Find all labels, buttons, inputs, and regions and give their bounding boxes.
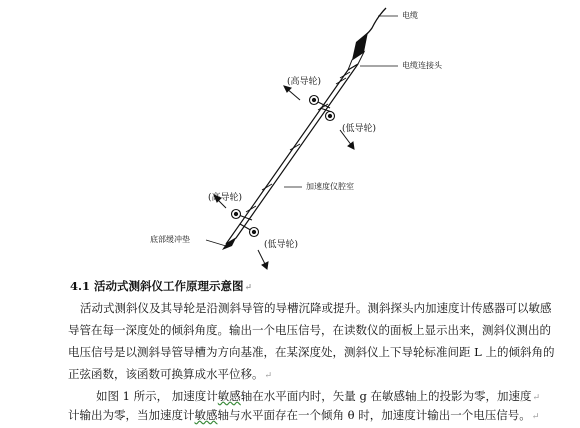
- paragraph-2-line-1: 如图 1 所示， 加速度计敏感轴在水平面内时，矢量 g 在敏感轴上的投影为零，加速度↵: [96, 389, 541, 403]
- paragraph-2-line-2: 计输出为零，当加速度计敏感轴与水平面存在一个倾角 θ 时，加速度计输出一个电压信号。↵: [68, 408, 540, 422]
- label-cable: 电缆: [402, 11, 418, 20]
- label-cable-joint: 电缆连接头: [402, 61, 442, 70]
- label-lower-low-wheel: (低导轮): [264, 240, 299, 250]
- paragraph-1-line-3: 电压信号是以测斜导管导槽为方向基准，在某深度处，测斜仪上下导轮标准间距 L 上的倾斜角的: [68, 345, 555, 359]
- paragraph-1-line-1: 活动式测斜仪及其导轮是沿测斜导管的导槽沉降或提升。测斜探头内加速度计传感器可以敏感: [80, 301, 552, 315]
- label-accelerometer-chamber: 加速度仪腔室: [306, 182, 354, 191]
- label-upper-low-wheel: (低导轮): [342, 124, 377, 134]
- probe-body: [226, 64, 358, 244]
- paragraph-1-line-2: 导管在每一深度处的倾斜角度。输出一个电压信号，在读数仪的面板上显示出来，测斜仪测出的: [68, 323, 551, 337]
- label-upper-high-wheel: (高导轮): [287, 77, 322, 87]
- paragraph-1-line-4: 正弦函数，该函数可换算成水平位移。↵: [68, 367, 273, 381]
- lower-low-wheel: [240, 224, 259, 237]
- label-bottom-buffer: 底部缓冲垫: [150, 235, 190, 244]
- label-lower-high-wheel: (高导轮): [208, 193, 243, 203]
- section-heading: 4.1 活动式测斜仪工作原理示意图↵: [70, 279, 253, 293]
- buffer-leader: [206, 240, 226, 246]
